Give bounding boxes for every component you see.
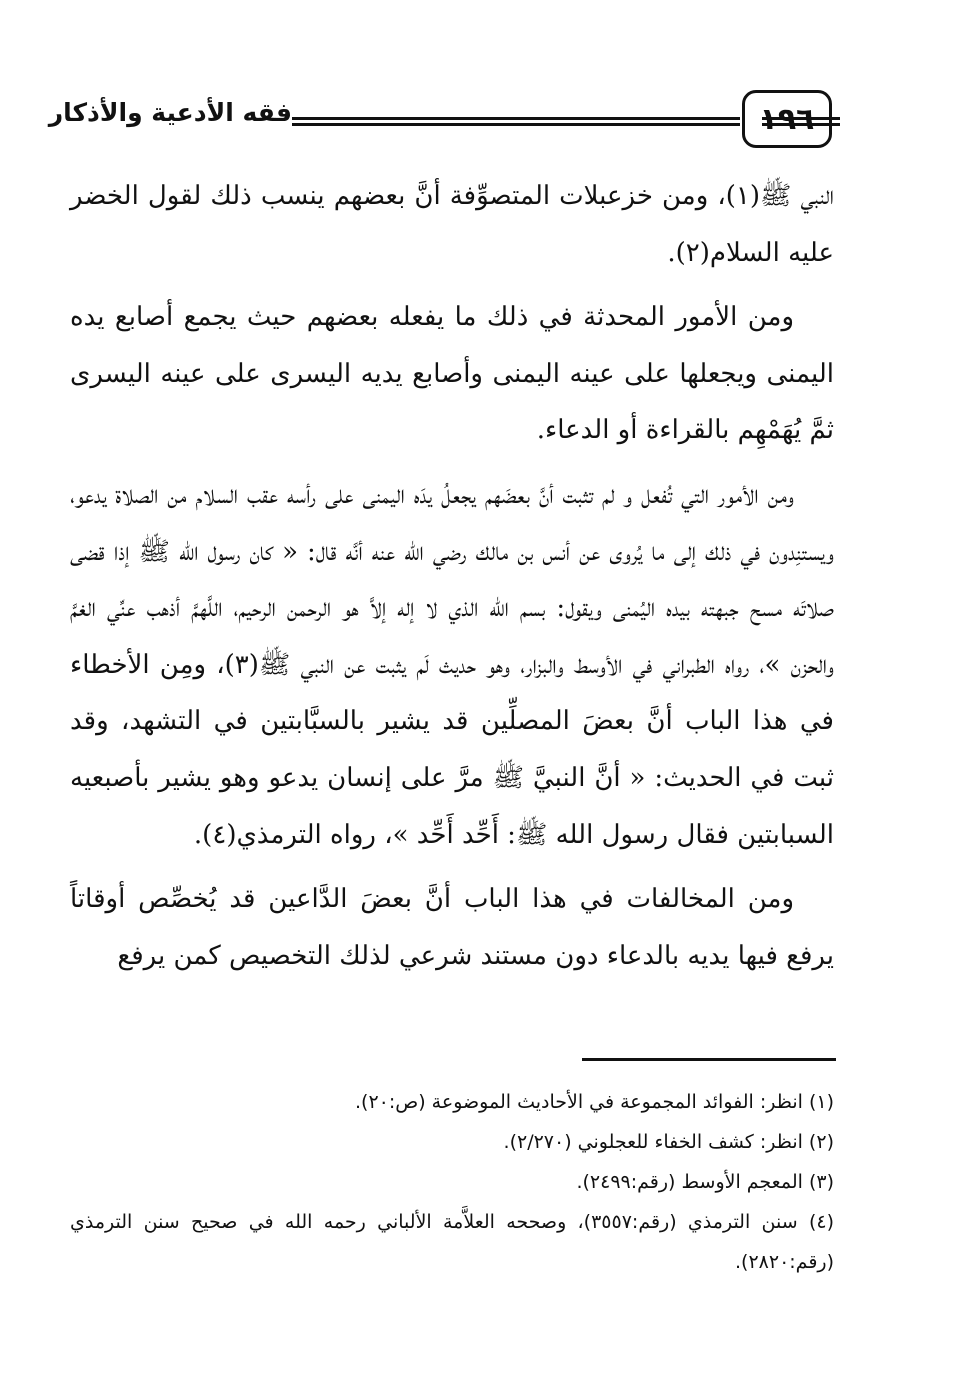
running-title: فقه الأدعية والأذكار [48,98,292,127]
footnote-1: (١) انظر: الفوائد المجموعة في الأحاديث الموضوعة (ص:٢٠). [354,1091,834,1113]
footnotes [70,1082,834,1282]
paragraph-2: ومن الأمور المحدثة في ذلك ما يفعله بعضهم حيث يجمع أصابع يده اليمنى ويجعلها على عينه اليمنى وأصابع يديه اليسرى على عينه اليسرى ثمَّ يُهَمْهِم بالقراءة أو الدعاء. [70,302,834,446]
footnote-4: (٤) سنن الترمذي (رقم:٣٥٥٧)، وصححه العلاَّمة الألباني رحمه الله في صحيح سنن الترمذي (رقم:٢٨٢٠). [70,1211,834,1273]
footnote-3: (٣) المعجم الأوسط (رقم:٢٤٩٩). [576,1171,834,1193]
paragraph-1: النبي ﷺ(١)، ومن خزعبلات المتصوِّفة أنَّ بعضهم ينسب ذلك لقول الخضر عليه السلام(٢). [70,181,834,268]
paragraph-3: ومن الأمور التي تُفعل و لم تثبت أنَّ بعضَهم يجعلُ يدَه اليمنى على رأسه عقب السلام من الصلاة يدعو، ويستنِدون في ذلك إلى ما يُروى عن أنس بن مالك رضي الله عنه أنَّه قال: « كان رسول الله ﷺ إذا قضى صلاتَه مسح جبهته بيده اليُمنى ويقول: بسم الله الذي لا إله إلاَّ هو الرحمن الرحيم، اللَّهمَّ أذهب عنِّي الغمَّ والحزن »، رواه الطبراني في الأوسط والبزار، وهو حديث لَم يثبت عن النبي ﷺ(٣)، ومِن الأخطاء في هذا الباب أنَّ بعضَ المصلِّين قد يشير بالسبَّابتين في التشهد، وقد ثبت في الحديث: « أنَّ النبيَّ ﷺ مرَّ على إنسان يدعو وهو يشير بأصبعيه السبابتين فقال رسول الله ﷺ: أَحِّد أَحِّد »، رواه الترمذي(٤). [70,479,834,850]
page-header [48,90,840,160]
page-number: ١٩٦ [742,90,832,148]
footnote-2: (٢) انظر: كشف الخفاء للعجلوني (٢/٢٧٠). [503,1131,834,1153]
main-text [70,168,834,992]
header-rule-left [292,117,740,126]
paragraph-4: ومن المخالفات في هذا الباب أنَّ بعضَ الدَّاعين قد يُخصِّص أوقاتاً يرفع فيها يديه بالدعاء دون مستند شرعي لذلك التخصيص كمن يرفع [70,884,834,971]
footnote-separator [582,1058,836,1061]
